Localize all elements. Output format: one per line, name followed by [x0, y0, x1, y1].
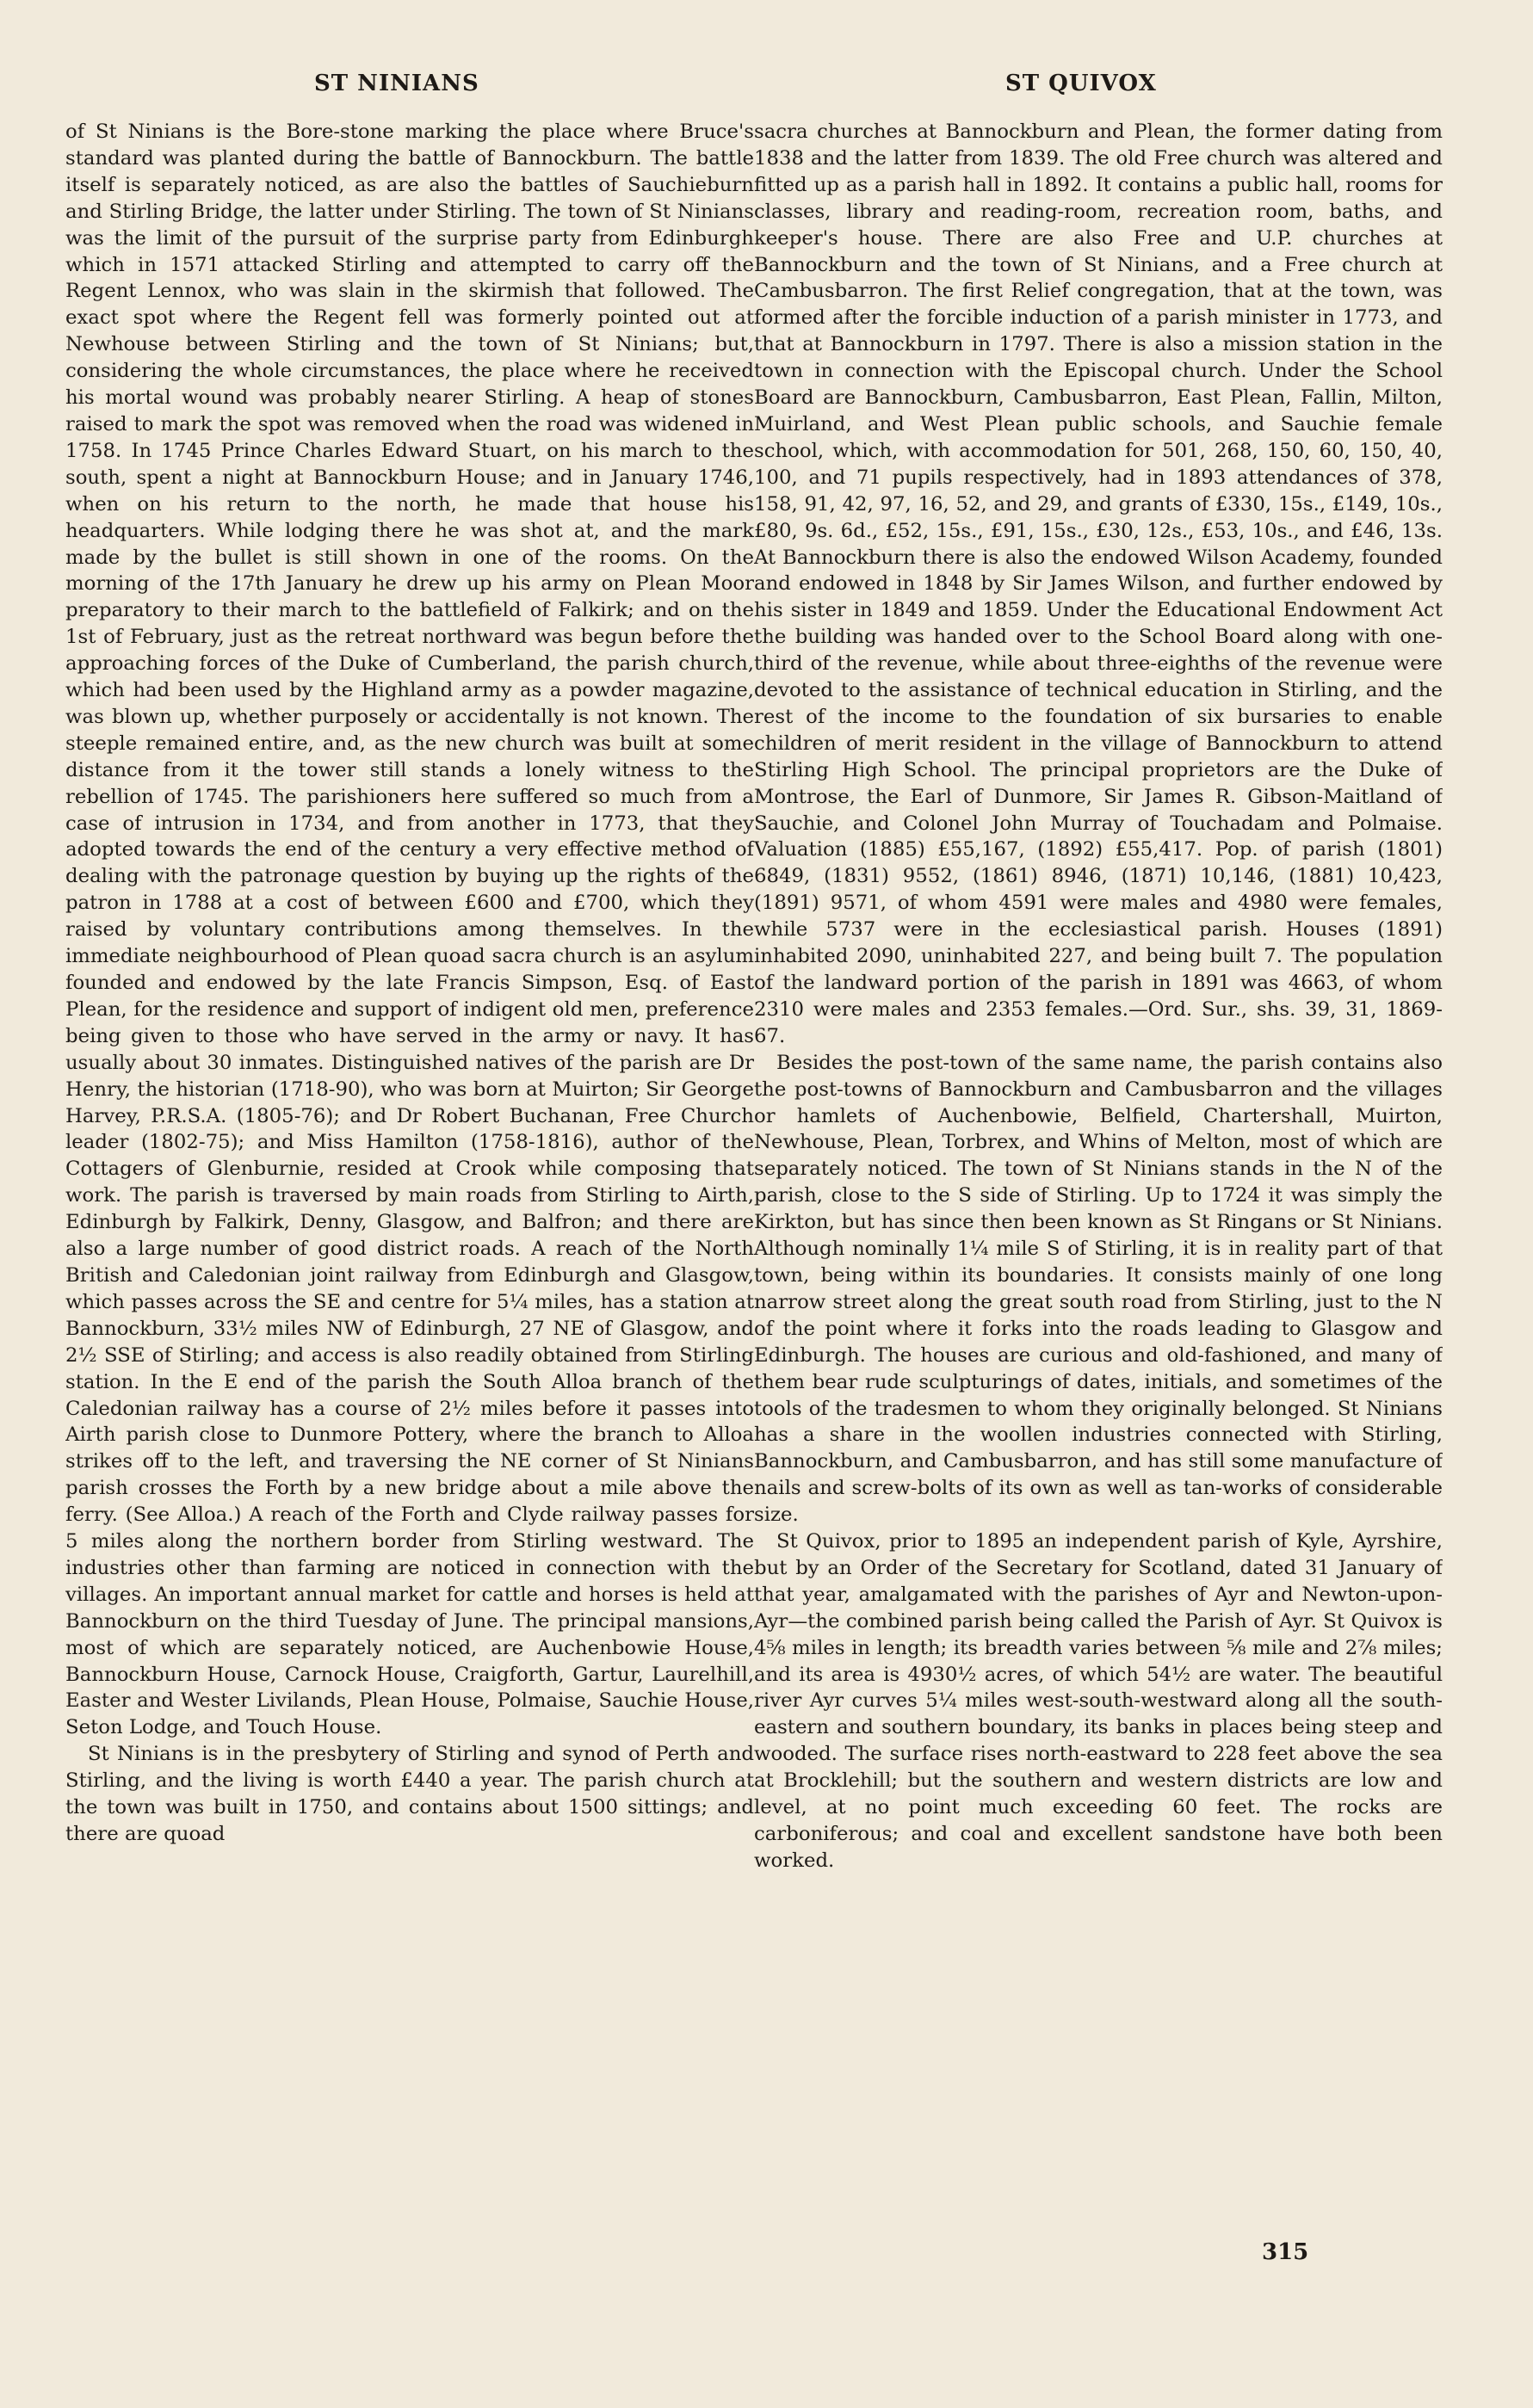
text-column-right [754, 119, 1443, 2322]
page-number: 315 [1262, 2239, 1309, 2265]
paragraph: St Quivox, prior to 1895 an independent parish of Kyle, Ayrshire, but by an Order of the Secretary for Scotland, dated 31 January of that year, amalgamated with the parishes of Ayr and Newton-upon-Ayr—the combined parish being called the Parish of Ayr. St Quivox is 4⅝ miles in length; its breadth varies between ⅝ mile and 2⅞ miles; and its area is 4930½ acres, of which 54½ are water. The beautiful river Ayr curves 5¼ miles west-south-westward along all the south-eastern and southern boundary, its banks in places being steep and wooded. The surface rises north-eastward to 228 feet above the sea at Brocklehill; but the southern and western districts are low and level, at no point much exceeding 60 feet. The rocks are carboniferous; and coal and excellent sandstone have both been worked. [754, 1530, 1443, 1872]
paragraph: St Ninians is in the presbytery of Stirling and synod of Perth and Stirling, and the living is worth £440 a year. The parish church at the town was built in 1750, and contains about 1500 sittings; and there are quoad [65, 1743, 754, 1845]
paragraph: Besides the post-town of the same name, the parish contains also the post-towns of Bannockburn and Cambusbarron and the villages or hamlets of Auchenbowie, Belfield, Chartershall, Muirton, Newhouse, Plean, Torbrex, and Whins of Melton, most of which are separately noticed. The town of St Ninians stands in the N of the parish, close to the S side of Stirling. Up to 1724 it was simply the Kirkton, but has since then been known as St Ringans or St Ninians. Although nominally 1¼ mile S of Stirling, it is in reality part of that town, being within its boundaries. It consists mainly of one long narrow street along the great south road from Stirling, just to the N of the point where it forks into the roads leading to Glasgow and Edinburgh. The houses are curious and old-fashioned, and many of them bear rude sculpturings of dates, initials, and sometimes of the tools of the tradesmen to whom they originally belonged. St Ninians has a share in the woollen industries connected with Stirling, Bannockburn, and Cambusbarron, and has still some manufacture of nails and screw-bolts of its own as well as tan-works of considerable size. [754, 1051, 1443, 1527]
text-column-left [65, 119, 754, 2322]
paragraph: sacra churches at Bannockburn and Plean, the former dating from 1838 and the latter from 1839. The old Free church was altered and fitted up as a parish hall in 1892. It contains a public hall, rooms for classes, library and reading-room, recreation room, baths, and keeper's house. There are also Free and U.P. churches at Bannockburn and the town of St Ninians, and a Free church at Cambusbarron. The first Relief congregation, that at the town, was formed after the forcible induction of a parish minister in 1773, and that at Bannockburn in 1797. There is also a mission station in the town in connection with the Episcopal church. Under the School Board are Bannockburn, Cambusbarron, East Plean, Fallin, Milton, Muirland, and West Plean public schools, and Sauchie female school, which, with accommodation for 501, 268, 150, 60, 150, 40, 100, and 71 pupils respectively, had in 1893 attendances of 378, 158, 91, 42, 97, 16, 52, and 29, and grants of £330, 15s., £149, 10s., £80, 9s. 6d., £52, 15s., £91, 15s., £30, 12s., £53, 10s., and £46, 13s. At Bannockburn there is also the endowed Wilson Academy, founded and endowed in 1848 by Sir James Wilson, and further endowed by his sister in 1849 and 1859. Under the Educational Endowment Act the building was handed over to the School Board along with one-third of the revenue, while about three-eighths of the revenue were devoted to the assistance of technical education in Stirling, and the rest of the income to the foundation of six bursaries to enable children of merit resident in the village of Bannockburn to attend Stirling High School. The principal proprietors are the Duke of Montrose, the Earl of Dunmore, Sir James R. Gibson-Maitland of Sauchie, and Colonel John Murray of Touchadam and Polmaise. Valuation (1885) £55,167, (1892) £55,417. Pop. of parish (1801) 6849, (1831) 9552, (1861) 8946, (1871) 10,146, (1881) 10,423, (1891) 9571, of whom 4591 were males and 4980 were females, while 5737 were in the ecclesiastical parish. Houses (1891) inhabited 2090, uninhabited 227, and being built 7. The population of the landward portion of the parish in 1891 was 4663, of whom 2310 were males and 2353 females.—Ord. Sur., shs. 39, 31, 1869-67. [754, 120, 1443, 1047]
paragraph: of St Ninians is the Bore-stone marking the place where Bruce's standard was planted during the battle of Bannockburn. The battle itself is separately noticed, as are also the battles of Sauchieburn and Stirling Bridge, the latter under Stirling. The town of St Ninians was the limit of the pursuit of the surprise party from Edinburgh which in 1571 attacked Stirling and attempted to carry off the Regent Lennox, who was slain in the skirmish that followed. The exact spot where the Regent fell was formerly pointed out at Newhouse between Stirling and the town of St Ninians; but, considering the whole circumstances, the place where he received his mortal wound was probably nearer Stirling. A heap of stones raised to mark the spot was removed when the road was widened in 1758. In 1745 Prince Charles Edward Stuart, on his march to the south, spent a night at Bannockburn House; and in January 1746, when on his return to the north, he made that house his headquarters. While lodging there he was shot at, and the mark made by the bullet is still shown in one of the rooms. On the morning of the 17th January he drew up his army on Plean Moor preparatory to their march to the battlefield of Falkirk; and on the 1st of February, just as the retreat northward was begun before the approaching forces of the Duke of Cumberland, the parish church, which had been used by the Highland army as a powder magazine, was blown up, whether purposely or accidentally is not known. The steeple remained entire, and, as the new church was built at some distance from it the tower still stands a lonely witness to the rebellion of 1745. The parishioners here suffered so much from a case of intrusion in 1734, and from another in 1773, that they adopted towards the end of the century a very effective method of dealing with the patronage question by buying up the rights of the patron in 1788 at a cost of between £600 and £700, which they raised by voluntary contributions among themselves. In the immediate neighbourhood of Plean quoad sacra church is an asylum founded and endowed by the late Francis Simpson, Esq. of East Plean, for the residence and support of indigent old men, preference being given to those who have served in the army or navy. It has usually about 30 inmates. Distinguished natives of the parish are Dr Henry, the historian (1718-90), who was born at Muirton; Sir George Harvey, P.R.S.A. (1805-76); and Dr Robert Buchanan, Free Church leader (1802-75); and Miss Hamilton (1758-1816), author of the Cottagers of Glenburnie, resided at Crook while composing that work. The parish is traversed by main roads from Stirling to Airth, Edinburgh by Falkirk, Denny, Glasgow, and Balfron; and there are also a large number of good district roads. A reach of the North British and Caledonian joint railway from Edinburgh and Glasgow, which passes across the SE and centre for 5¼ miles, has a station at Bannockburn, 33½ miles NW of Edinburgh, 27 NE of Glasgow, and 2½ SSE of Stirling; and access is also readily obtained from Stirling station. In the E end of the parish the South Alloa branch of the Caledonian railway has a course of 2½ miles before it passes into Airth parish close to Dunmore Pottery, where the branch to Alloa strikes off to the left, and traversing the NE corner of St Ninians parish crosses the Forth by a new bridge about a mile above the ferry. (See Alloa.) A reach of the Forth and Clyde railway passes for 5 miles along the northern border from Stirling westward. The industries other than farming are noticed in connection with the villages. An important annual market for cattle and horses is held at Bannockburn on the third Tuesday of June. The principal mansions, most of which are separately noticed, are Auchenbowie House, Bannockburn House, Carnock House, Craigforth, Gartur, Laurelhill, Easter and Wester Livilands, Plean House, Polmaise, Sauchie House, Seton Lodge, and Touch House. [65, 120, 754, 1739]
running-head-right: ST QUIVOX [1005, 71, 1157, 96]
running-head-left: ST NINIANS [314, 71, 479, 96]
page-header [0, 71, 1533, 105]
